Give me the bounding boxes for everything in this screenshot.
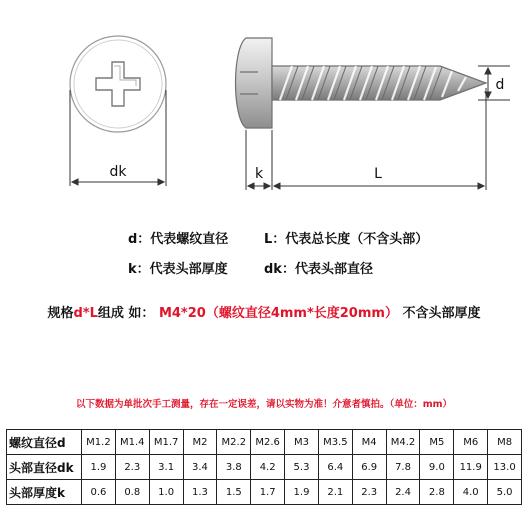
table-cell: M8 <box>488 430 522 455</box>
screw-dimension-diagram <box>0 0 528 200</box>
table-cell: 6.4 <box>318 455 352 480</box>
measurement-note: 以下数据为单批次手工测量，存在一定误差，请以实物为准！介意者慎拍。（单位：mm） <box>75 399 453 410</box>
table-cell: 1.9 <box>82 455 116 480</box>
spec-table <box>6 429 522 505</box>
table-cell: M4 <box>352 430 386 455</box>
legend-dk: dk：代表头部直径 <box>264 262 373 277</box>
row-header: 螺纹直径d <box>7 430 82 455</box>
table-cell: 4.2 <box>251 455 285 480</box>
table-cell: M3.5 <box>318 430 352 455</box>
dk-label: dk <box>109 164 127 180</box>
table-cell: 7.8 <box>386 455 420 480</box>
table-cell: 0.6 <box>82 480 116 505</box>
table-cell: 9.0 <box>420 455 454 480</box>
table-cell: 4.0 <box>454 480 488 505</box>
d-label: d <box>495 77 505 93</box>
table-row <box>7 455 522 480</box>
table-cell: 3.4 <box>183 455 217 480</box>
table-cell: M6 <box>454 430 488 455</box>
table-cell: 1.0 <box>149 480 183 505</box>
row-header: 头部直径dk <box>7 455 82 480</box>
table-cell: M2.6 <box>251 430 285 455</box>
table-cell: 2.3 <box>115 455 149 480</box>
table-cell: 3.8 <box>217 455 251 480</box>
screw-side-view <box>236 38 487 128</box>
table-cell: 2.8 <box>420 480 454 505</box>
table-cell: M2 <box>183 430 217 455</box>
table-row <box>7 480 522 505</box>
table-cell: 2.4 <box>386 480 420 505</box>
table-cell: 3.1 <box>149 455 183 480</box>
table-cell: 1.3 <box>183 480 217 505</box>
table-cell: M1.7 <box>149 430 183 455</box>
legend-k: k：代表头部厚度 <box>128 262 228 277</box>
k-label: k <box>254 166 264 182</box>
table-cell: 5.3 <box>285 455 319 480</box>
spec-red-term: d*L <box>73 306 98 321</box>
table-cell: 2.1 <box>318 480 352 505</box>
table-cell: 2.3 <box>352 480 386 505</box>
table-cell: 5.0 <box>488 480 522 505</box>
table-cell: 11.9 <box>454 455 488 480</box>
table-cell: M3 <box>285 430 319 455</box>
spec-middle: 组成 如： <box>97 306 155 321</box>
table-cell: 13.0 <box>488 455 522 480</box>
spec-suffix: 不含头部厚度 <box>402 306 481 321</box>
row-header: 头部厚度k <box>7 480 82 505</box>
legend-d: d：代表螺纹直径 <box>128 232 229 247</box>
table-cell: 6.9 <box>352 455 386 480</box>
table-cell: M1.4 <box>115 430 149 455</box>
spec-prefix: 规格 <box>47 306 74 321</box>
screw-head-top-view <box>70 36 166 132</box>
table-cell: M5 <box>420 430 454 455</box>
l-label: L <box>374 166 382 182</box>
table-row <box>7 430 522 455</box>
table-cell: 1.5 <box>217 480 251 505</box>
spec-red-example: M4*20（螺纹直径4mm*长度20mm） <box>158 306 398 321</box>
legend-l: L：代表总长度（不含头部） <box>264 232 429 247</box>
table-cell: 1.7 <box>251 480 285 505</box>
table-cell: 1.9 <box>285 480 319 505</box>
table-cell: M4.2 <box>386 430 420 455</box>
table-cell: M2.2 <box>217 430 251 455</box>
spec-example <box>0 302 528 321</box>
table-cell: 0.8 <box>115 480 149 505</box>
table-cell: M1.2 <box>82 430 116 455</box>
